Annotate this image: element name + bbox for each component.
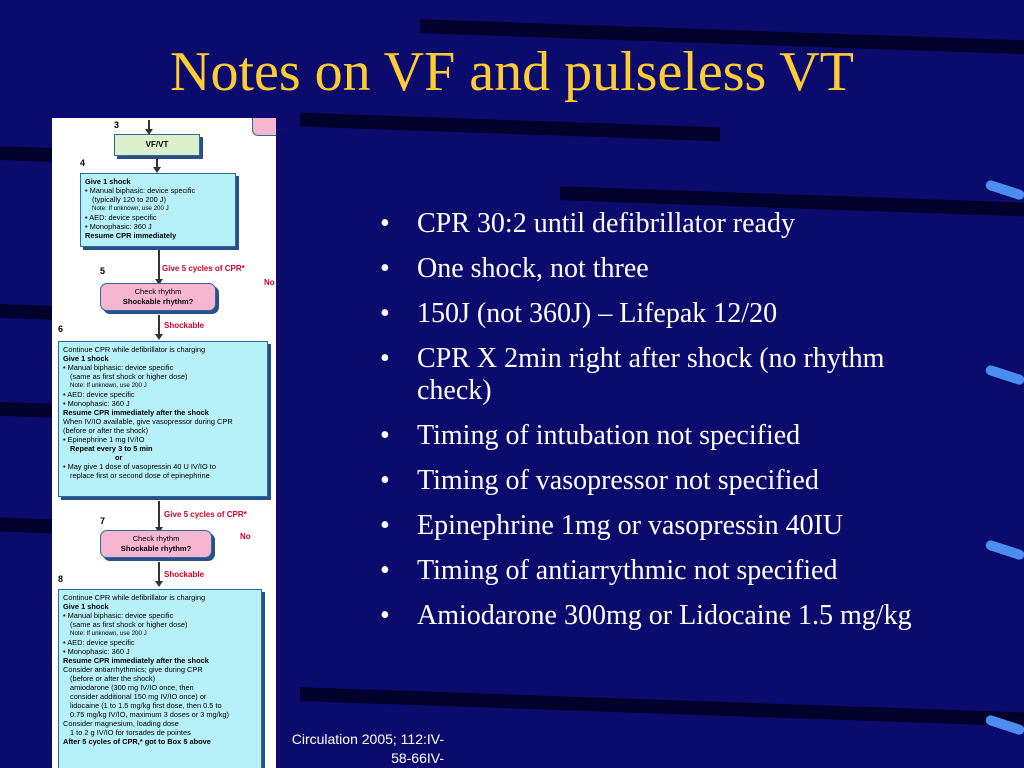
box-line: or [115, 453, 123, 462]
decor-dash [984, 364, 1024, 386]
flow-arrow [158, 315, 160, 335]
box-line: lidocaine (1 to 1.5 mg/kg first dose, then 0.5 to [70, 701, 222, 710]
box-line: Give 1 shock [85, 177, 131, 186]
box-line: Note: If unknown, use 200 J [70, 382, 147, 389]
box-line: When IV/IO available, give vasopressor during CPR [63, 417, 233, 426]
notes-bullet-list [380, 208, 960, 645]
box-line: • Manual biphasic: device specific [85, 186, 196, 195]
check-rhythm-box [100, 530, 212, 558]
decor-dash [984, 539, 1024, 561]
shockable-label: Shockable [164, 570, 205, 579]
stripe [300, 113, 720, 142]
box-line: Check rhythm [134, 287, 182, 296]
bullet-item: • CPR X 2min right after shock (no rhythm check) [380, 343, 960, 407]
step-number: 4 [80, 158, 86, 168]
box-line: • May give 1 dose of vasopressin 40 U IV/IO to [63, 462, 216, 471]
cycles-label: Give 5 cycles of CPR* [162, 264, 245, 273]
box-line: Continue CPR while defibrillator is charging [63, 593, 206, 602]
box-line: • Epinephrine 1 mg IV/IO [63, 435, 145, 444]
box-line: (same as first shock or higher dose) [70, 372, 188, 381]
box-line: amiodarone (300 mg IV/IO once, then [70, 683, 194, 692]
box-line: • Monophasic: 360 J [63, 647, 130, 656]
bullet-item: • Epinephrine 1mg or vasopressin 40IU [380, 510, 960, 542]
box-line: Resume CPR immediately [85, 231, 177, 240]
bullet-item: • Timing of vasopressor not specified [380, 465, 960, 497]
flow-arrow [158, 562, 160, 582]
bullet-item: • Timing of antiarrythmic not specified [380, 555, 960, 587]
box-second-shock [58, 341, 268, 497]
box-line: • Monophasic: 360 J [63, 399, 130, 408]
box-line: Shockable rhythm? [120, 544, 192, 553]
box-line: • AED: device specific [85, 213, 157, 222]
box-line: Continue CPR while defibrillator is charging [63, 345, 206, 354]
box-line: replace first or second dose of epinephrine [70, 471, 210, 480]
bullet-item: • 150J (not 360J) – Lifepak 12/20 [380, 298, 960, 330]
box-line: Consider antiarrhythmics; give during CPR [63, 665, 203, 674]
no-label: No [240, 532, 251, 541]
box-line: 1 to 2 g IV/IO for torsades de pointes [70, 728, 191, 737]
flow-arrow [158, 501, 160, 528]
box-line: • Monophasic: 360 J [85, 222, 152, 231]
box-line: Consider magnesium, loading dose [63, 719, 179, 728]
shockable-label: Shockable [164, 321, 205, 330]
box-line: • AED: device specific [63, 638, 135, 647]
box-line: Note: If unknown, use 200 J [70, 630, 147, 637]
box-line: Resume CPR immediately after the shock [63, 408, 209, 417]
box-line: Repeat every 3 to 5 min [70, 444, 153, 453]
vfvt-box: VF/VT [114, 134, 200, 156]
box-third-shock [58, 589, 262, 768]
box-line: (typically 120 to 200 J) [92, 195, 166, 204]
box-line: 0.75 mg/kg IV/IO, maximum 3 doses or 3 mg/kg) [70, 710, 229, 719]
step-number: 3 [114, 120, 120, 130]
flow-arrow [156, 158, 158, 168]
no-label: No [264, 278, 275, 287]
bullet-item: • Timing of intubation not specified [380, 420, 960, 452]
step-number: 8 [58, 574, 64, 584]
bullet-item: • One shock, not three [380, 253, 960, 285]
box-line: • Manual biphasic: device specific [63, 611, 174, 620]
flow-box-fragment [252, 118, 276, 136]
box-line: Note: If unknown, use 200 J [92, 205, 169, 212]
box-line: • Manual biphasic: device specific [63, 363, 174, 372]
flow-arrow [158, 250, 160, 280]
box-line: Give 1 shock [63, 354, 109, 363]
box-line: (before or after the shock) [63, 426, 149, 435]
box-line: Give 1 shock [63, 602, 109, 611]
flow-arrow [148, 120, 150, 130]
step-number: 7 [100, 516, 106, 526]
cycles-label: Give 5 cycles of CPR* [164, 510, 247, 519]
slide-title: Notes on VF and pulseless VT [170, 41, 854, 103]
citation: Circulation 2005; 112:IV-58-66IV- [291, 731, 444, 766]
box-line: After 5 cycles of CPR,* got to Box 5 above [63, 737, 211, 746]
step-number: 5 [100, 266, 106, 276]
box-line: Check rhythm [132, 534, 180, 543]
box-give-1-shock [80, 173, 236, 247]
bullet-item: • CPR 30:2 until defibrillator ready [380, 208, 960, 240]
box-line: (before or after the shock) [70, 674, 156, 683]
decor-dash [984, 179, 1024, 201]
box-line: • AED: device specific [63, 390, 135, 399]
bullet-item: • Amiodarone 300mg or Lidocaine 1.5 mg/kg [380, 600, 960, 632]
box-line: (same as first shock or higher dose) [70, 620, 188, 629]
step-number: 6 [58, 324, 64, 334]
stripe [300, 687, 1024, 727]
vf-vt-flowchart [52, 118, 276, 768]
box-line: Shockable rhythm? [122, 297, 194, 306]
box-line: consider additional 150 mg IV/IO once) or [70, 692, 207, 701]
check-rhythm-box [100, 283, 216, 311]
box-line: Resume CPR immediately after the shock [63, 656, 209, 665]
